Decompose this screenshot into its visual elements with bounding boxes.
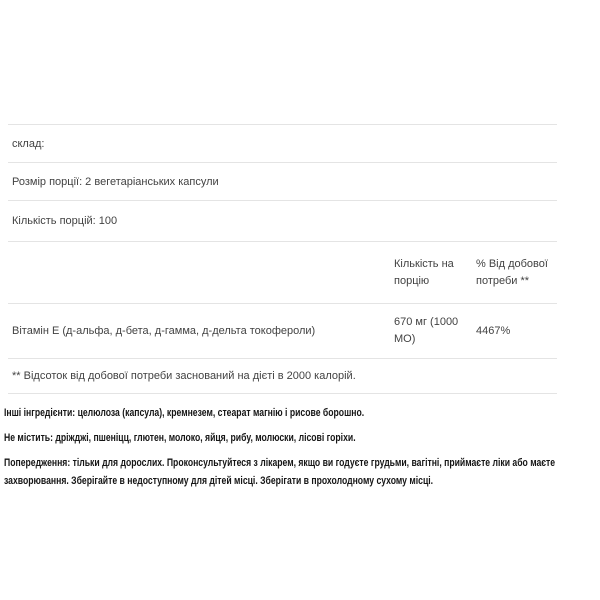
header-percent-daily-value: % Від добової потреби ** <box>476 257 548 287</box>
serving-size-text: Розмір порції: 2 вегетаріанських капсули <box>12 175 219 188</box>
nutrient-name: Вітамін E (д-альфа, д-бета, д-гамма, д-дельта токофероли) <box>12 324 316 337</box>
daily-value-footnote-row <box>8 359 557 394</box>
supplement-facts-table <box>8 124 557 394</box>
other-ingredients-text: Інші інгредієнти: целюлоза (капсула), кремнезем, стеарат магнію і рисове борошно. <box>4 407 365 419</box>
does-not-contain-text: Не містить: дріжджі, пшеніцц, глютен, молоко, яйця, рибу, молюски, лісові горіхи. <box>4 432 356 444</box>
composition-row <box>8 125 557 163</box>
top-whitespace <box>0 0 600 124</box>
product-notes-block <box>4 404 589 490</box>
serving-size-row <box>8 163 557 201</box>
composition-label: склад: <box>12 137 45 150</box>
nutrient-amount: 670 мг (1000 МО) <box>394 316 459 345</box>
servings-per-container-text: Кількість порцій: 100 <box>12 215 118 227</box>
servings-per-container-row <box>8 201 557 242</box>
header-amount-per-serving: Кількість на порцію <box>394 257 454 287</box>
warnings-text: Попередження: тільки для дорослих. Проконсультуйтеся з лікарем, якщо ви годуєте грудьми, вагітні, приймаєте ліки або маєте захворювання. Зберігайте в недоступному для дітей місці. Зберігати в прохолодному сухому місці. <box>4 457 556 487</box>
daily-value-footnote-text: ** Відсоток від добової потреби заснований на дієті в 2000 калорій. <box>12 370 356 382</box>
nutrient-row-vitamin-e <box>8 304 557 359</box>
table-header-row <box>8 242 557 304</box>
nutrient-daily-value: 4467% <box>476 324 511 337</box>
